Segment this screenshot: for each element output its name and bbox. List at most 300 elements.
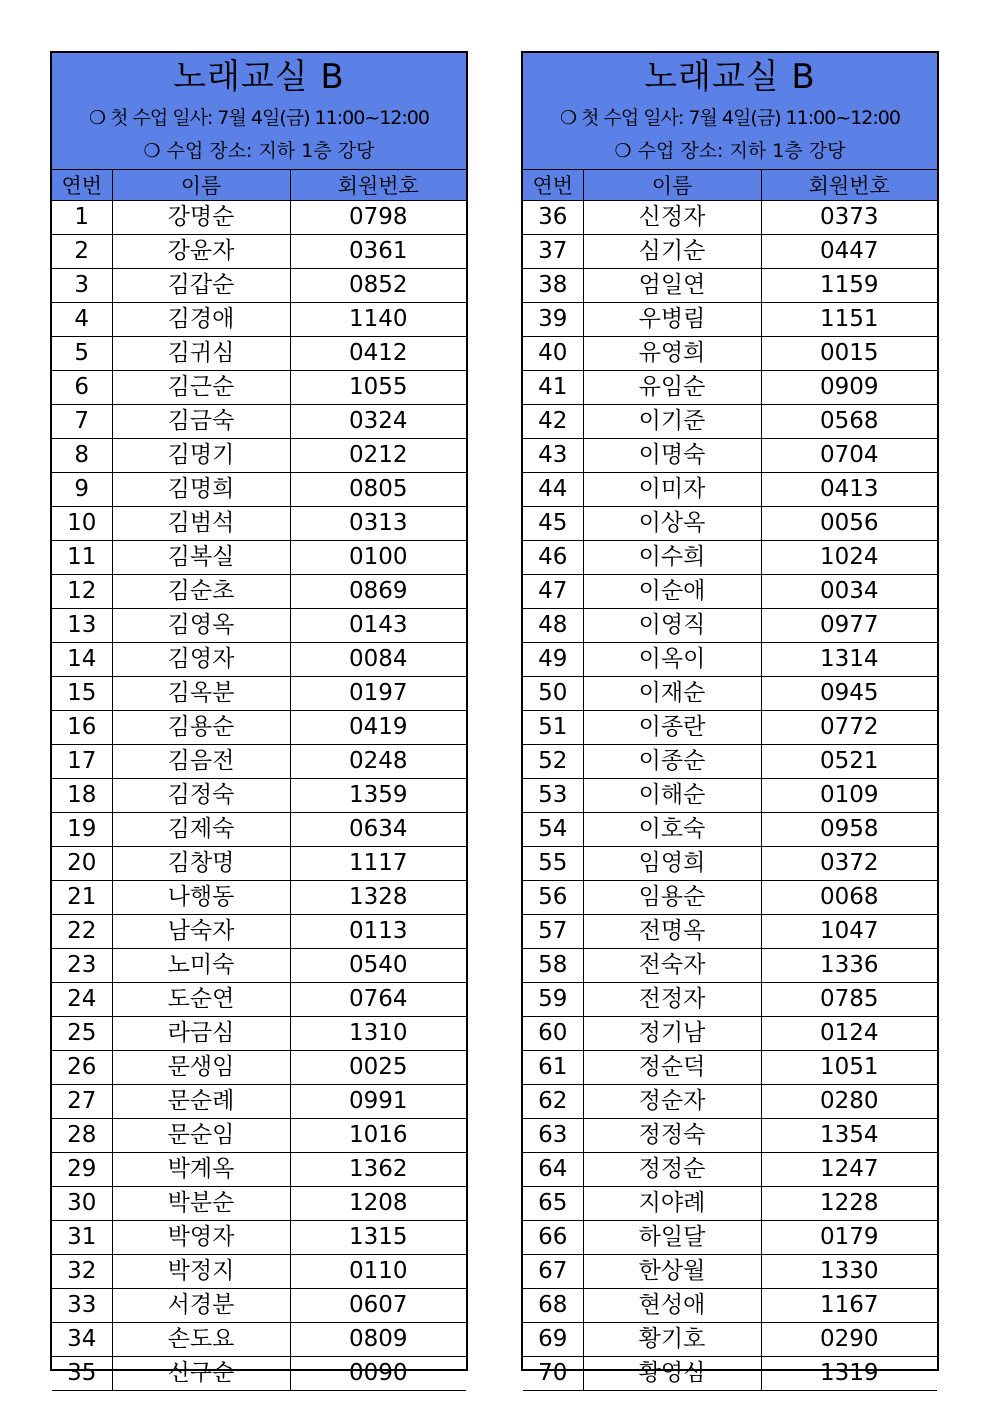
member-name: 노미숙: [112, 949, 290, 983]
class-location: ❍ 수업 장소: 지하 1층 강당: [614, 140, 846, 162]
table-row: [523, 337, 937, 371]
row-number: 55: [523, 847, 583, 881]
member-id: 1228: [761, 1187, 937, 1221]
member-name: 전숙자: [583, 949, 761, 983]
member-name: 이순애: [583, 575, 761, 609]
row-number: 6: [52, 371, 112, 405]
member-name: 정정순: [583, 1153, 761, 1187]
table-row: [52, 337, 466, 371]
roster-body: [523, 201, 937, 1391]
member-name: 현성애: [583, 1289, 761, 1323]
member-id: 0361: [290, 235, 466, 269]
member-id: 0373: [761, 201, 937, 235]
member-id: 1336: [761, 949, 937, 983]
table-row: [523, 575, 937, 609]
table-row: [52, 881, 466, 915]
member-name: 이미자: [583, 473, 761, 507]
row-number: 13: [52, 609, 112, 643]
member-id: 0764: [290, 983, 466, 1017]
member-name: 이옥이: [583, 643, 761, 677]
panel-header: [52, 53, 466, 170]
row-number: 17: [52, 745, 112, 779]
row-number: 25: [52, 1017, 112, 1051]
member-id: 1055: [290, 371, 466, 405]
table-row: [523, 1255, 937, 1289]
table-row: [52, 575, 466, 609]
table-row: [52, 779, 466, 813]
column-header-number: 연번: [523, 170, 583, 201]
member-id: 0412: [290, 337, 466, 371]
class-title: 노래교실 B: [644, 57, 816, 97]
member-id: 1047: [761, 915, 937, 949]
member-id: 0447: [761, 235, 937, 269]
row-number: 69: [523, 1323, 583, 1357]
roster-panel-left: [50, 51, 468, 1386]
table-row: [52, 371, 466, 405]
table-row: [523, 915, 937, 949]
column-header-member-id: 회원번호: [290, 170, 466, 201]
table-row: [523, 1119, 937, 1153]
member-name: 이상옥: [583, 507, 761, 541]
member-id: 1208: [290, 1187, 466, 1221]
row-number: 24: [52, 983, 112, 1017]
member-id: 1359: [290, 779, 466, 813]
member-name: 손도요: [112, 1323, 290, 1357]
table-row: [52, 1255, 466, 1289]
member-name: 김금숙: [112, 405, 290, 439]
member-name: 도순연: [112, 983, 290, 1017]
member-id: 1151: [761, 303, 937, 337]
member-id: 0015: [761, 337, 937, 371]
member-name: 황영심: [583, 1357, 761, 1391]
table-row: [523, 439, 937, 473]
table-row: [523, 1323, 937, 1357]
row-number: 59: [523, 983, 583, 1017]
column-header-number: 연번: [52, 170, 112, 201]
member-name: 임영희: [583, 847, 761, 881]
table-row: [52, 1051, 466, 1085]
member-name: 정기남: [583, 1017, 761, 1051]
class-title: 노래교실 B: [173, 57, 345, 97]
row-number: 12: [52, 575, 112, 609]
member-id: 0607: [290, 1289, 466, 1323]
table-row: [52, 609, 466, 643]
member-id: 0324: [290, 405, 466, 439]
member-id: 0772: [761, 711, 937, 745]
member-id: 1016: [290, 1119, 466, 1153]
row-number: 66: [523, 1221, 583, 1255]
member-name: 김명기: [112, 439, 290, 473]
row-number: 19: [52, 813, 112, 847]
member-name: 이호숙: [583, 813, 761, 847]
row-number: 46: [523, 541, 583, 575]
row-number: 14: [52, 643, 112, 677]
row-number: 9: [52, 473, 112, 507]
table-row: [523, 643, 937, 677]
member-name: 이재순: [583, 677, 761, 711]
member-name: 이명숙: [583, 439, 761, 473]
table-row: [52, 915, 466, 949]
member-id: 0852: [290, 269, 466, 303]
column-header-member-id: 회원번호: [761, 170, 937, 201]
table-row: [52, 1153, 466, 1187]
member-id: 0945: [761, 677, 937, 711]
row-number: 18: [52, 779, 112, 813]
member-id: 0248: [290, 745, 466, 779]
row-number: 8: [52, 439, 112, 473]
row-number: 23: [52, 949, 112, 983]
table-row: [52, 643, 466, 677]
table-row: [52, 847, 466, 881]
row-number: 58: [523, 949, 583, 983]
member-name: 김명희: [112, 473, 290, 507]
member-id: 0419: [290, 711, 466, 745]
member-name: 문순임: [112, 1119, 290, 1153]
table-row: [52, 949, 466, 983]
member-name: 김복실: [112, 541, 290, 575]
member-name: 김창명: [112, 847, 290, 881]
table-row: [52, 1357, 466, 1391]
member-id: 0521: [761, 745, 937, 779]
row-number: 33: [52, 1289, 112, 1323]
table-row: [52, 711, 466, 745]
member-id: 1247: [761, 1153, 937, 1187]
table-row: [523, 201, 937, 235]
member-id: 0869: [290, 575, 466, 609]
member-id: 0143: [290, 609, 466, 643]
table-row: [523, 1085, 937, 1119]
row-number: 30: [52, 1187, 112, 1221]
member-id: 0568: [761, 405, 937, 439]
member-name: 정순덕: [583, 1051, 761, 1085]
member-id: 1310: [290, 1017, 466, 1051]
table-row: [523, 473, 937, 507]
member-id: 1330: [761, 1255, 937, 1289]
member-id: 0113: [290, 915, 466, 949]
table-row: [523, 983, 937, 1017]
table-row: [523, 1017, 937, 1051]
member-name: 김순초: [112, 575, 290, 609]
row-number: 52: [523, 745, 583, 779]
row-number: 3: [52, 269, 112, 303]
row-number: 54: [523, 813, 583, 847]
row-number: 28: [52, 1119, 112, 1153]
table-row: [523, 1187, 937, 1221]
roster-panel-right: [521, 51, 939, 1386]
table-row: [52, 1085, 466, 1119]
member-id: 1314: [761, 643, 937, 677]
row-number: 36: [523, 201, 583, 235]
member-name: 박분순: [112, 1187, 290, 1221]
row-number: 47: [523, 575, 583, 609]
table-row: [52, 1119, 466, 1153]
table-row: [523, 779, 937, 813]
member-id: 1024: [761, 541, 937, 575]
member-name: 정정숙: [583, 1119, 761, 1153]
member-id: 0809: [290, 1323, 466, 1357]
table-row: [523, 949, 937, 983]
table-row: [523, 1289, 937, 1323]
member-name: 김귀심: [112, 337, 290, 371]
member-name: 박정지: [112, 1255, 290, 1289]
member-name: 남숙자: [112, 915, 290, 949]
member-id: 0805: [290, 473, 466, 507]
member-name: 강명순: [112, 201, 290, 235]
member-name: 박계옥: [112, 1153, 290, 1187]
table-row: [523, 1051, 937, 1085]
member-name: 김영자: [112, 643, 290, 677]
table-row: [523, 711, 937, 745]
member-id: 0124: [761, 1017, 937, 1051]
member-name: 이종순: [583, 745, 761, 779]
member-id: 0197: [290, 677, 466, 711]
roster-table: [523, 170, 937, 1391]
table-row: [523, 507, 937, 541]
member-id: 0109: [761, 779, 937, 813]
row-number: 10: [52, 507, 112, 541]
member-name: 전정자: [583, 983, 761, 1017]
member-name: 강윤자: [112, 235, 290, 269]
row-number: 41: [523, 371, 583, 405]
row-number: 26: [52, 1051, 112, 1085]
member-name: 김제숙: [112, 813, 290, 847]
row-number: 38: [523, 269, 583, 303]
table-row: [52, 201, 466, 235]
row-number: 42: [523, 405, 583, 439]
table-row: [523, 847, 937, 881]
member-id: 1167: [761, 1289, 937, 1323]
member-name: 김근순: [112, 371, 290, 405]
member-id: 0290: [761, 1323, 937, 1357]
row-number: 29: [52, 1153, 112, 1187]
row-number: 50: [523, 677, 583, 711]
member-name: 엄일연: [583, 269, 761, 303]
member-id: 1354: [761, 1119, 937, 1153]
member-name: 이해순: [583, 779, 761, 813]
member-name: 우병림: [583, 303, 761, 337]
member-name: 정순자: [583, 1085, 761, 1119]
row-number: 49: [523, 643, 583, 677]
member-id: 0090: [290, 1357, 466, 1391]
member-id: 0280: [761, 1085, 937, 1119]
row-number: 62: [523, 1085, 583, 1119]
table-row: [52, 541, 466, 575]
member-name: 김정숙: [112, 779, 290, 813]
row-number: 20: [52, 847, 112, 881]
table-row: [523, 1357, 937, 1391]
member-id: 1117: [290, 847, 466, 881]
member-id: 0372: [761, 847, 937, 881]
column-header-name: 이름: [112, 170, 290, 201]
table-row: [52, 507, 466, 541]
first-class-date: ❍ 첫 수업 일사: 7월 4일(금) 11:00~12:00: [560, 107, 900, 129]
row-number: 39: [523, 303, 583, 337]
member-name: 문순례: [112, 1085, 290, 1119]
member-name: 유영희: [583, 337, 761, 371]
row-number: 44: [523, 473, 583, 507]
row-number: 51: [523, 711, 583, 745]
row-number: 70: [523, 1357, 583, 1391]
member-name: 나행동: [112, 881, 290, 915]
member-id: 0212: [290, 439, 466, 473]
row-number: 40: [523, 337, 583, 371]
table-row: [52, 439, 466, 473]
table-row: [523, 677, 937, 711]
table-row: [52, 1221, 466, 1255]
table-row: [523, 813, 937, 847]
member-name: 임용순: [583, 881, 761, 915]
row-number: 4: [52, 303, 112, 337]
member-id: 0991: [290, 1085, 466, 1119]
member-id: 0413: [761, 473, 937, 507]
member-id: 0179: [761, 1221, 937, 1255]
member-id: 0785: [761, 983, 937, 1017]
member-id: 0034: [761, 575, 937, 609]
table-row: [523, 1153, 937, 1187]
member-name: 서경분: [112, 1289, 290, 1323]
row-number: 63: [523, 1119, 583, 1153]
table-row: [52, 1017, 466, 1051]
member-name: 하일달: [583, 1221, 761, 1255]
table-row: [523, 881, 937, 915]
panel-header: [523, 53, 937, 170]
table-row: [52, 1323, 466, 1357]
row-number: 11: [52, 541, 112, 575]
table-row: [52, 1187, 466, 1221]
table-row: [523, 405, 937, 439]
table-row: [523, 235, 937, 269]
member-id: 1051: [761, 1051, 937, 1085]
row-number: 27: [52, 1085, 112, 1119]
member-id: 0798: [290, 201, 466, 235]
member-name: 김경애: [112, 303, 290, 337]
member-id: 0056: [761, 507, 937, 541]
member-id: 1328: [290, 881, 466, 915]
row-number: 45: [523, 507, 583, 541]
table-row: [52, 235, 466, 269]
member-name: 라금심: [112, 1017, 290, 1051]
member-id: 0110: [290, 1255, 466, 1289]
table-row: [523, 303, 937, 337]
member-id: 0909: [761, 371, 937, 405]
table-row: [52, 303, 466, 337]
row-number: 68: [523, 1289, 583, 1323]
row-number: 34: [52, 1323, 112, 1357]
table-row: [523, 745, 937, 779]
table-row: [523, 269, 937, 303]
table-row: [52, 269, 466, 303]
member-id: 1362: [290, 1153, 466, 1187]
row-number: 2: [52, 235, 112, 269]
member-name: 유임순: [583, 371, 761, 405]
row-number: 65: [523, 1187, 583, 1221]
roster-body: [52, 201, 466, 1391]
member-id: 0958: [761, 813, 937, 847]
row-number: 7: [52, 405, 112, 439]
member-name: 황기호: [583, 1323, 761, 1357]
table-row: [52, 405, 466, 439]
member-name: 신정자: [583, 201, 761, 235]
table-row: [52, 983, 466, 1017]
table-row: [52, 473, 466, 507]
member-id: 0025: [290, 1051, 466, 1085]
member-id: 0977: [761, 609, 937, 643]
table-row: [52, 745, 466, 779]
member-name: 이영직: [583, 609, 761, 643]
member-id: 0100: [290, 541, 466, 575]
table-row: [52, 813, 466, 847]
row-number: 1: [52, 201, 112, 235]
row-number: 48: [523, 609, 583, 643]
row-number: 22: [52, 915, 112, 949]
first-class-date: ❍ 첫 수업 일사: 7월 4일(금) 11:00~12:00: [89, 107, 429, 129]
member-name: 심기순: [583, 235, 761, 269]
column-header-name: 이름: [583, 170, 761, 201]
row-number: 67: [523, 1255, 583, 1289]
table-row: [523, 1221, 937, 1255]
member-name: 김범석: [112, 507, 290, 541]
member-id: 1319: [761, 1357, 937, 1391]
row-number: 60: [523, 1017, 583, 1051]
table-row: [52, 1289, 466, 1323]
row-number: 61: [523, 1051, 583, 1085]
member-name: 문생임: [112, 1051, 290, 1085]
roster-table: [52, 170, 466, 1391]
member-name: 이종란: [583, 711, 761, 745]
row-number: 15: [52, 677, 112, 711]
member-name: 김용순: [112, 711, 290, 745]
member-name: 이수희: [583, 541, 761, 575]
row-number: 43: [523, 439, 583, 473]
member-name: 지야례: [583, 1187, 761, 1221]
row-number: 57: [523, 915, 583, 949]
member-id: 0540: [290, 949, 466, 983]
row-number: 35: [52, 1357, 112, 1391]
member-id: 0068: [761, 881, 937, 915]
member-id: 1140: [290, 303, 466, 337]
table-row: [52, 677, 466, 711]
row-number: 53: [523, 779, 583, 813]
member-name: 김음전: [112, 745, 290, 779]
row-number: 5: [52, 337, 112, 371]
member-name: 이기준: [583, 405, 761, 439]
member-name: 김옥분: [112, 677, 290, 711]
row-number: 21: [52, 881, 112, 915]
table-row: [523, 371, 937, 405]
member-name: 전명옥: [583, 915, 761, 949]
member-id: 0084: [290, 643, 466, 677]
table-row: [523, 609, 937, 643]
member-id: 0313: [290, 507, 466, 541]
class-location: ❍ 수업 장소: 지하 1층 강당: [143, 140, 375, 162]
row-number: 37: [523, 235, 583, 269]
member-name: 김갑순: [112, 269, 290, 303]
row-number: 16: [52, 711, 112, 745]
member-name: 김영옥: [112, 609, 290, 643]
row-number: 64: [523, 1153, 583, 1187]
member-id: 0634: [290, 813, 466, 847]
row-number: 56: [523, 881, 583, 915]
row-number: 31: [52, 1221, 112, 1255]
member-name: 한상월: [583, 1255, 761, 1289]
member-name: 신구순: [112, 1357, 290, 1391]
row-number: 32: [52, 1255, 112, 1289]
table-row: [523, 541, 937, 575]
member-id: 0704: [761, 439, 937, 473]
member-id: 1315: [290, 1221, 466, 1255]
member-name: 박영자: [112, 1221, 290, 1255]
member-id: 1159: [761, 269, 937, 303]
